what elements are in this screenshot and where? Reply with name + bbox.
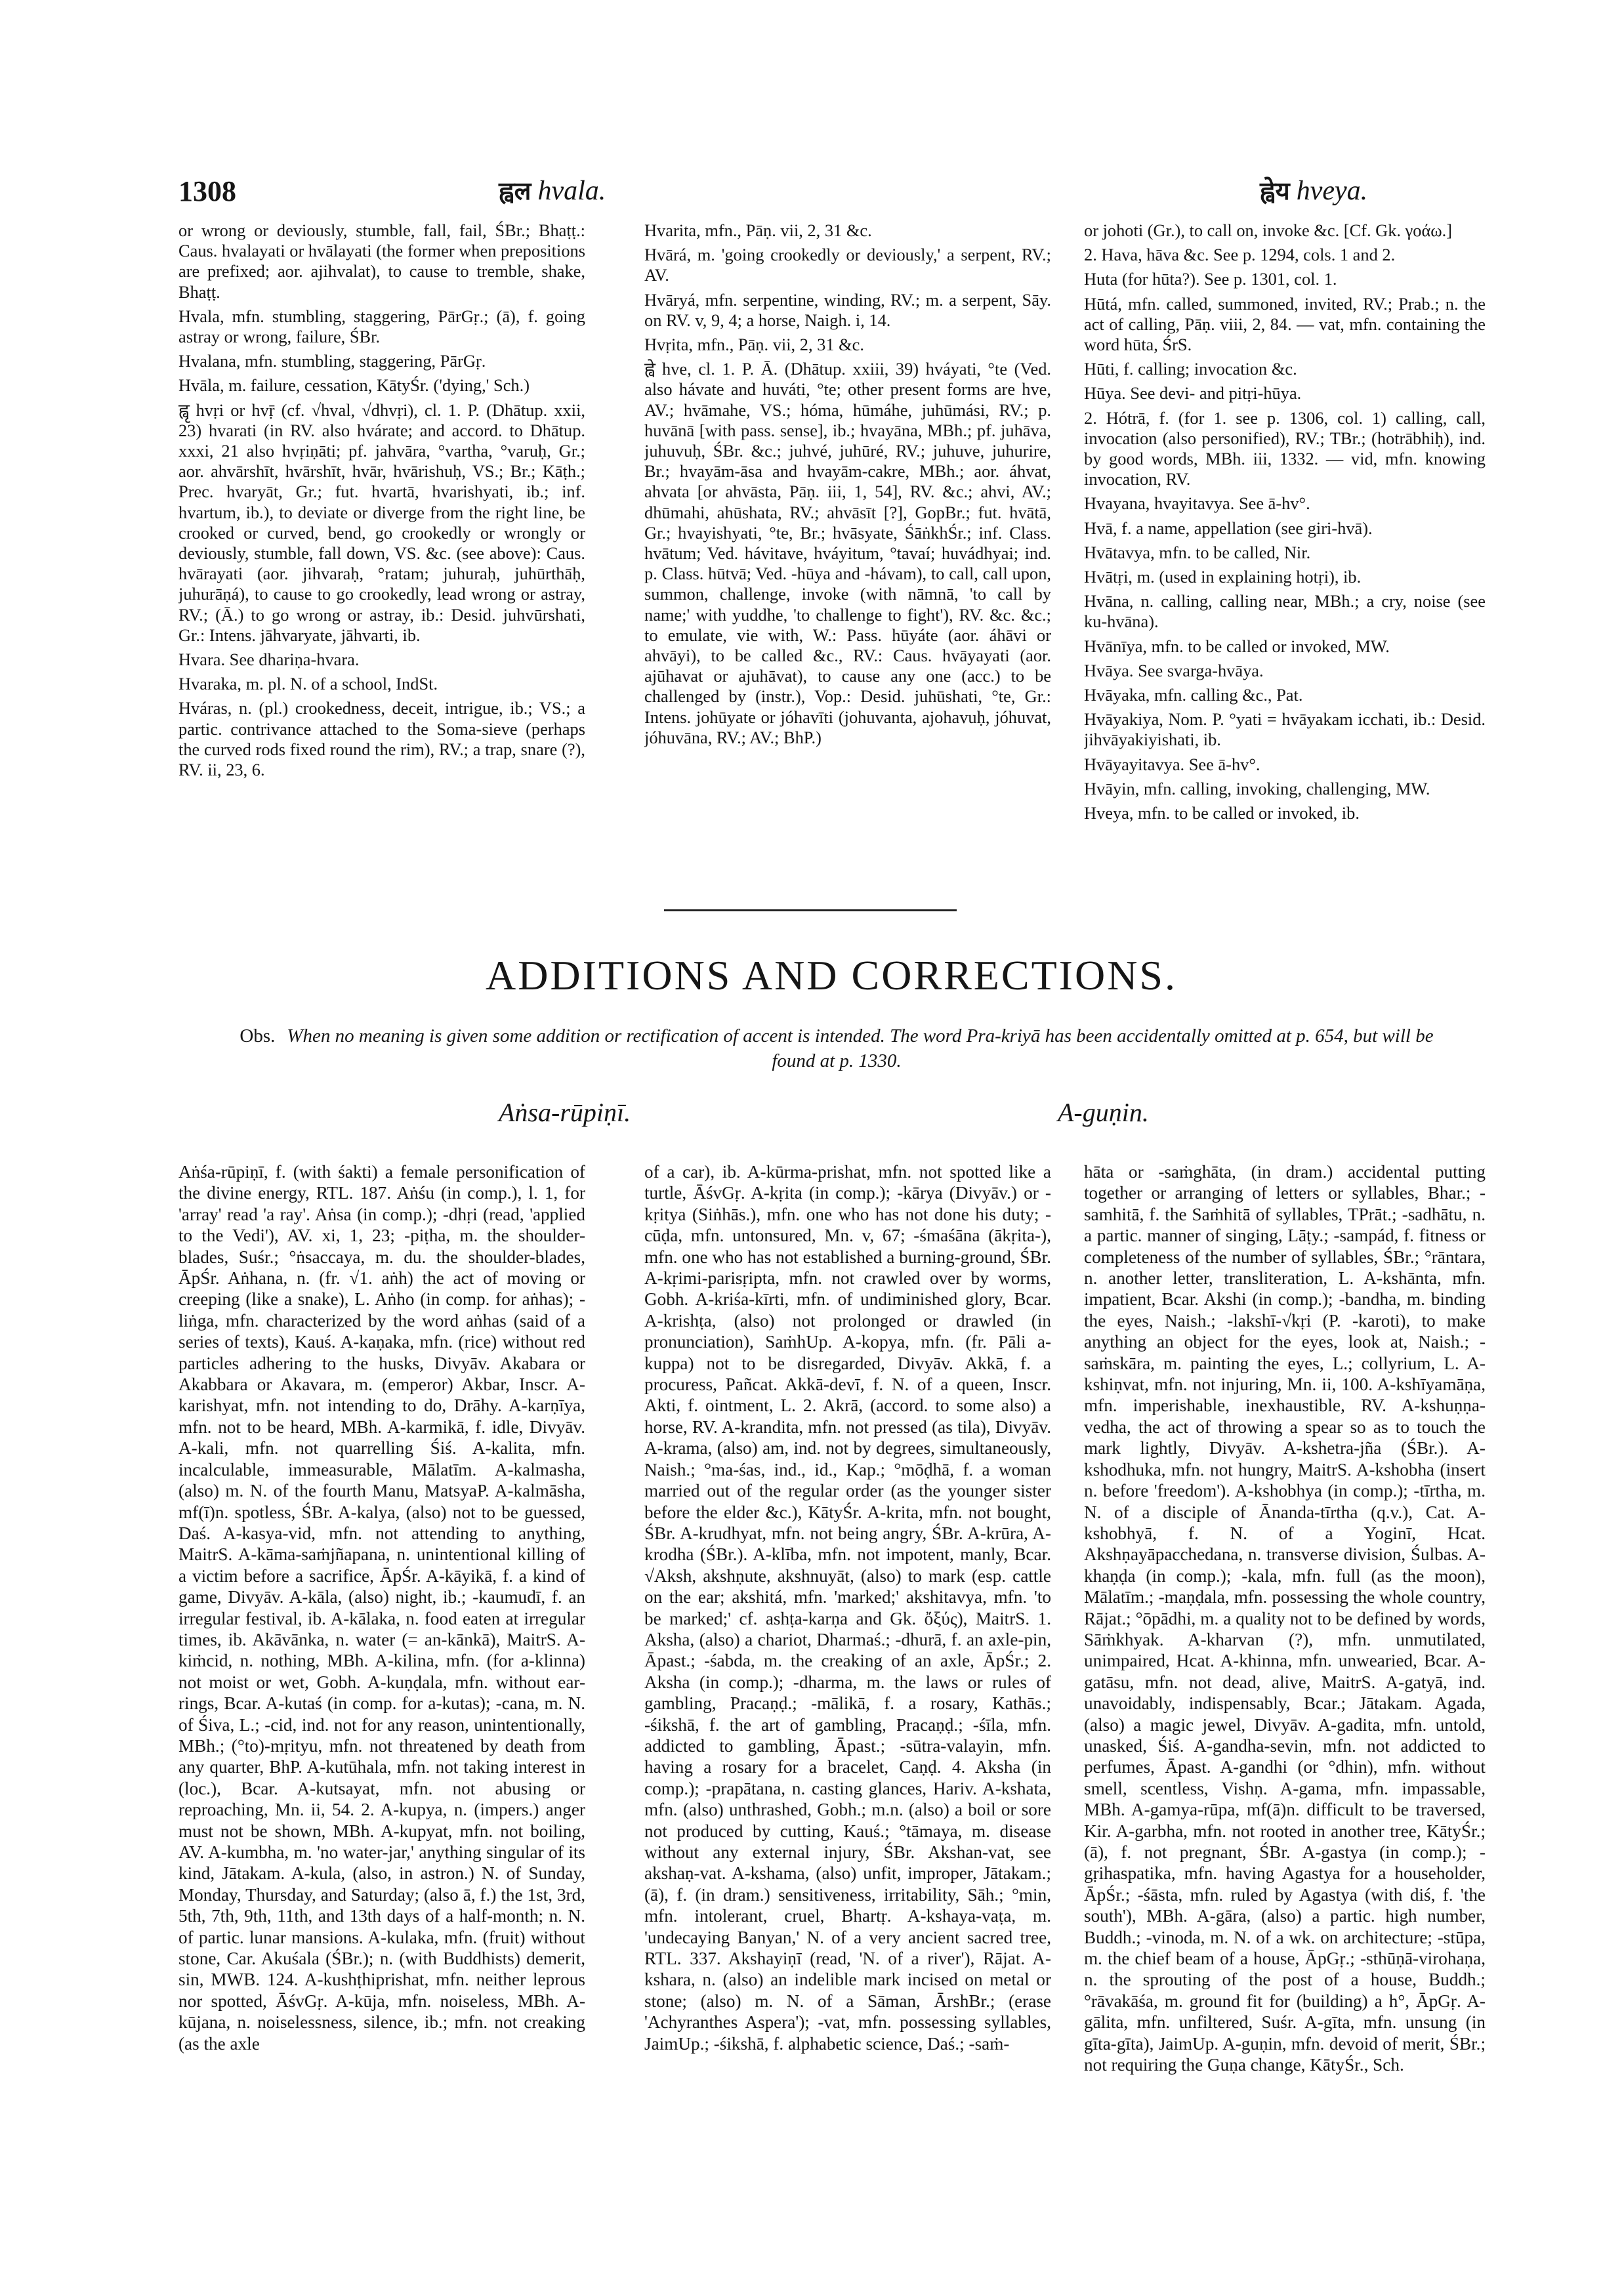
top-column-3	[1084, 220, 1486, 854]
additions-text: hāta or -saṁghāta, (in dram.) accidental putting together or arranging of letters or syllables, Bhar.; -samhitā, f. the Saṁhitā of syllables, TPrāt.; -sadhātu, n. a partic. manner of singing, Lāṭy.; -sampád, f. fitness or completeness of the number of syllables, ŚBr.; °rāntara, n. another letter, transliteration, L. A-kshānta, mfn. impatient, Bcar. Akshi (in comp.); -bandha, m. binding the eyes, Naish.; -lakshī-√kṛi (P. -karoti), to make anything an object for the eyes, look at, Naish.; -saṁskāra, m. painting the eyes, L.; collyrium, L. A-kshiṇvat, mfn. not injuring, Mn. ii, 100. A-kshīyamāṇa, mfn. imperishable, inexhaustible, RV. A-kshuṇṇa-vedha, the act of throwing a spear so as to touch the mark lightly, Divyāv. A-kshetra-jña (ŚBr.). A-kshodhuka, mfn. not hungry, MaitrS. A-kshobha (insert n. before 'freedom'). A-kshobhya (in comp.); -tīrtha, m. N. of a disciple of Ānanda-tīrtha (q.v.), Cat. A-kshobhyā, f. N. of a Yoginī, Hcat. Akshṇayāpacchedana, n. transverse division, Śulbas. A-khaṇḍa (in comp.); -kala, mfn. full (as the moon), Mālatīm.; -maṇḍala, mfn. possessing the whole country, Rājat.; °ōpādhi, m. a quality not to be defined by words, Sāṁkhyak. A-kharvan (?), mfn. unmutilated, unimpaired, Hcat. A-khinna, mfn. unwearied, Bcar. A-gatāsu, mfn. not dead, alive, MaitrS. A-gatyā, ind. unavoidably, indispensably, Bcar.; Jātakam. Agada, (also) a magic jewel, Divyāv. A-gadita, mfn. untold, unasked, Śiś. A-gandha-sevin, mfn. not addicted to perfumes, Āpast. A-gandhi (or °dhin), mfn. without smell, scentless, Vishṇ. A-gama, mfn. impassable, MBh. A-gamya-rūpa, mf(ā)n. difficult to be traversed, Kir. A-garbha, mfn. not rooted in another tree, KātyŚr.; (ā), f. not pregnant, ŚBr. A-gastya (in comp.); -gṛihaspatika, mfn. having Agastya for a householder, ĀpŚr.; -śāsta, mfn. ruled by Agastya (with diś, f. 'the south'), MBh. A-gāra, (also) a partic. high number, Buddh.; -vinoda, m. N. of a wk. on architecture; -stūpa, m. the chief beam of a house, ĀpGṛ.; -sthūṇā-virohaṇa, n. the sprouting of the post of a house, Buddh.; °rāvakāśa, m. ground fit for (building) a h°, ĀpGṛ. A-gālita, mfn. unfiltered, Suśr. A-gīta, mfn. unsung (in gīta-gīta), JaimUp. A-guṇin, mfn. devoid of merit, ŚBr.; not requiring the Guṇa change, KātyŚr., Sch.	[1084, 1162, 1486, 2075]
entry: Hvārá, m. 'going crookedly or deviously,' a serpent, RV.; AV.	[644, 245, 1051, 285]
section-title: ADDITIONS AND CORRECTIONS.	[485, 952, 1178, 999]
entry: or johoti (Gr.), to call on, invoke &c. [Cf. Gk. γοάω.]	[1084, 220, 1453, 240]
range-start: Aṅsa-rūpiṇī.	[499, 1098, 631, 1127]
additions-column-3	[1084, 1161, 1486, 2178]
range-end: A-guṇin.	[1058, 1098, 1149, 1127]
devanagari-head-left: ह्वल	[499, 176, 531, 205]
entry: Hvāyin, mfn. calling, invoking, challenging, MW.	[1084, 778, 1430, 798]
entry: Hvṛita, mfn., Pāṇ. vii, 2, 31 &c.	[644, 335, 864, 355]
entry: or wrong or deviously, stumble, fall, fail, ŚBr.; Bhaṭṭ.: Caus. hvalayati or hvālayati (the former when prepositions are prefixed; aor. ajihvalat), to cause to tremble, shake, Bhaṭṭ.	[178, 220, 585, 302]
entry: Hvāyakiya, Nom. P. °yati = hvāyakam icchati, ib.: Desid. jihvāyakiyishati, ib.	[1084, 709, 1486, 750]
running-head-right	[1260, 173, 1367, 207]
additions-column-2	[644, 1161, 1051, 2178]
entry: Hvānīya, mfn. to be called or invoked, MW.	[1084, 636, 1390, 656]
entry: Hvarita, mfn., Pāṇ. vii, 2, 31 &c.	[644, 220, 872, 240]
entry: Hūya. See devi- and pitṛi-hūya.	[1084, 383, 1302, 403]
entry: Hvāla, m. failure, cessation, KātyŚr. ('dying,' Sch.)	[178, 375, 530, 396]
entry: 2. Hava, hāva &c. See p. 1294, cols. 1 and 2.	[1084, 245, 1396, 265]
entry: Hvayana, hvayitavya. See ā-hv°.	[1084, 493, 1310, 514]
entry: Hváras, n. (pl.) crookedness, deceit, intrigue, ib.; VS.; a partic. contrivance attached to the Soma-sieve (perhaps the curved rods fixed round the rim), RV.; a trap, snare (?), RV. ii, 23, 6.	[178, 698, 585, 780]
entry: Hvala, mfn. stumbling, staggering, PārGṛ.; (ā), f. going astray or wrong, failure, ŚBr.	[178, 306, 585, 347]
entry: Hvāya. See svarga-hvāya.	[1084, 660, 1264, 680]
top-column-1	[178, 220, 585, 854]
additions-text: Aṅśa-rūpiṇī, f. (with śakti) a female personification of the divine energy, RTL. 187. Aṅśu (in comp.), l. 1, for 'array' read 'a ray'. Aṅsa (in comp.); -dhṛi (read, 'applied to the Vedi'), AV. xi, 1, 23; -piṭha, m. the shoulder-blades, Suśr.; °ṅsaccaya, m. du. the shoulder-blades, ĀpŚr. Aṅhana, n. (fr. √1. aṅh) the act of moving or creeping (like a snake), L. Aṅho (in comp. for aṅhas); -liṅga, mfn. characterized by the word aṅhas (said of a series of texts), Kauś. A-kaṇaka, mfn. (rice) without red particles adhering to the husks, Divyāv. Akabara or Akabbara or Akavara, m. (emperor) Akbar, Inscr. A-karishyat, mfn. not intending to do, Drāhy. A-karṇīya, mfn. not to be heard, MBh. A-karmikā, f. idle, Divyāv. A-kali, mfn. not quarrelling Śiś. A-kalita, mfn. incalculable, immeasurable, Mālatīm. A-kalmasha, (also) m. N. of the fourth Manu, MatsyaP. A-kalmāsha, mf(ī)n. spotless, ŚBr. A-kalya, (also) not to be guessed, Daś. A-kasya-vid, mfn. not attending to anything, MaitrS. A-kāma-saṁjñapana, n. unintentional killing of a victim before a sacrifice, ĀpŚr. A-kāyikā, f. a kind of game, Divyāv. A-kāla, (also) night, ib.; -kaumudī, f. an irregular festival, ib. A-kālaka, n. food eaten at irregular times, ib. Akāvānka, n. water (= an-kānkā), MaitrS. A-kiṁcid, n. nothing, MBh. A-kilina, mfn. (for a-klinna) not moist or wet, Gobh. A-kuṇḍala, mfn. without ear-rings, Bcar. A-kutaś (in comp. for a-kutas); -cana, m. N. of Śiva, L.; -cid, ind. not for any reason, unintentionally, MBh.; (°to)-mṛityu, mfn. not threatened by death from any quarter, BhP. A-kutūhala, mfn. not taking interest in (loc.), Bcar. A-kutsayat, mfn. not abusing or reproaching, Mn. ii, 54. 2. A-kupya, n. (impers.) anger must not be shown, MBh. A-kupyat, mfn. not boiling, AV. A-kumbha, m. 'no water-jar,' anything singular of its kind, Jātakam. A-kula, (also, in astron.) N. of Sunday, Monday, Thursday, and Saturday; (also ā, f.) the 1st, 3rd, 5th, 7th, 9th, 11th, and 13th days of a half-month; n. N. of partic. lunar mansions. A-kulaka, mfn. (fruit) without stone, Car. Akuśala (ŚBr.); n. (with Buddhists) demerit, sin, MWB. 124. A-kushṭhiprishat, mfn. neither leprous nor spotted, ĀśvGṛ. A-kūja, mfn. noiseless, MBh. A-kūjana, n. noiselessness, silence, ib.; mfn. not creaking (as the axle	[178, 1162, 585, 2054]
entry: Hveya, mfn. to be called or invoked, ib.	[1084, 803, 1360, 823]
entry: Hvātavya, mfn. to be called, Nir.	[1084, 542, 1311, 562]
obs-note	[236, 1023, 1437, 1073]
entry: Hvāna, n. calling, calling near, MBh.; a cry, noise (see ku-hvāna).	[1084, 591, 1486, 632]
entry: 2. Hótrā, f. (for 1. see p. 1306, col. 1) calling, call, invocation (also personified), RV.; TBr.; (hotrābhiḥ), ind. by good words, MBh. iii, 1332. — vid, mfn. knowing invocation, RV.	[1084, 407, 1486, 489]
entry: Hvāryá, mfn. serpentine, winding, RV.; m. a serpent, Sāy. on RV. v, 9, 4; a horse, Naigh. i, 14.	[644, 289, 1051, 330]
obs-label: Obs.	[239, 1025, 276, 1046]
running-head-left	[499, 173, 606, 207]
section-divider	[664, 909, 957, 911]
entry: Hvāyaka, mfn. calling &c., Pat.	[1084, 685, 1303, 705]
additions-column-1	[178, 1161, 585, 2178]
top-column-2	[644, 220, 1051, 854]
entry: Hvalana, mfn. stumbling, staggering, PārGṛ.	[178, 351, 486, 371]
entry: Hūtá, mfn. called, summoned, invited, RV.; Prab.; n. the act of calling, Pāṇ. viii, 2, 84. — vat, mfn. containing the word hūta, ŚrS.	[1084, 293, 1486, 355]
entry: Huta (for hūta?). See p. 1301, col. 1.	[1084, 269, 1337, 289]
page-number: 1308	[178, 175, 236, 207]
entry: Hvātṛi, m. (used in explaining hotṛi), ib.	[1084, 567, 1362, 587]
additions-text: of a car), ib. A-kūrma-prishat, mfn. not spotted like a turtle, ĀśvGṛ. A-kṛita (in comp.); -kārya (Divyāv.) or -kṛitya (Siṅhās.), mfn. one who has not done his duty; -cūḍa, mfn. untonsured, Mn. v, 67; -śmaśāna (ākṛita-), mfn. one who has not established a burning-ground, ŚBr. A-kṛimi-parisṛipta, mfn. not crawled over by worms, Gobh. A-kriśa-kīrti, mfn. of undiminished glory, Bcar. A-krishṭa, (also) not prolonged or drawled (in pronunciation), SaṁhUp. A-kopya, mfn. (fr. Pāli a-kuppa) not to be disregarded, Divyāv. Akkā, f. a procuress, Pañcat. Akkā-devī, f. N. of a queen, Inscr. Akti, f. ointment, L. 2. Akrā, (accord. to some also) a horse, RV. A-krandita, mfn. not pressed (as tila), Divyāv. A-krama, (also) am, ind. not by degrees, simultaneously, Naish.; °ma-śas, ind., id., Kap.; °mōḍhā, f. a woman married out of the regular order (as the younger sister before the elder &c.), KātyŚr. A-krita, mfn. not bought, ŚBr. A-krudhyat, mfn. not being angry, ŚBr. A-krūra, A-krodha (ŚBr.). A-klība, mfn. not impotent, manly, Bcar. √Aksh, akshṇute, akshnuyāt, (also) to mark (esp. cattle on the ear; akshitá, mfn. 'marked;' akshitavya, mfn. 'to be marked;' cf. ashṭa-karṇa and Gk. ὄξύς), MaitrS. 1. Aksha, (also) a chariot, Dharmaś.; -dhurā, f. an axle-pin, Āpast.; -śabda, m. the creaking of an axle, ĀpŚr.; 2. Aksha (in comp.); -dharma, m. the laws or rules of gambling, Pracaṇḍ.; -mālikā, f. a rosary, Kathās.; -śikshā, f. the art of gambling, Pracaṇḍ.; -śīla, mfn. addicted to gambling, Āpast.; -sūtra-valayin, mfn. having a rosary for a bracelet, Caṇḍ. 4. Aksha (in comp.); -prapātana, n. casting glances, Hariv. A-kshata, mfn. (also) unthrashed, Gobh.; m.n. (also) a boil or sore not produced by cutting, Kauś.; °tāmaya, m. disease without any external injury, ŚBr. Akshan-vat, see akshaṇ-vat. A-kshama, (also) unfit, improper, Jātakam.; (ā), f. (in dram.) sensitiveness, irritability, Sāh.; °min, mfn. intolerant, cruel, Bhartṛ. A-kshaya-vaṭa, m. 'undecaying Banyan,' N. of a very ancient sacred tree, RTL. 337. Akshayiṇī (read, 'N. of a river'), Rājat. A-kshara, n. (also) an indelible mark incised on metal or stone; (also) m. N. of a Sāman, ĀrshBr.; (erase 'Achyranthes Aspera'); -vat, mfn. possessing syllables, JaimUp.; -śikshā, f. alphabetic science, Daś.; -saṁ-	[644, 1162, 1051, 2054]
entry: Hvaraka, m. pl. N. of a school, IndSt.	[178, 674, 438, 694]
headword-right: hveya.	[1296, 176, 1368, 206]
entry: Hvara. See dhariṇa-hvara.	[178, 650, 360, 670]
entry: ह्वे hve, cl. 1. P. Ā. (Dhātup. xxiii, 39) hváyati, °te (Ved. also hávate and huváti, °te; other present forms are hve, AV.; hvāmahe, VS.; hóma, hūmáhe, juhūmási, RV.; p. huvānā [with pass. sense], ib.; hvayāna, MBh.; pf. juhāva, juhuvuḥ, ŚBr. &c.; juhvé, juhūré, RV.; juhuve, juhurire, Br.; hvayām-āsa and hvayām-cakre, MBh.; aor. áhvat, ahvata [or ahvāsta, Pāṇ. iii, 1, 54], RV. &c.; ahvi, AV.; dhūmahi, ahūshata, RV.; ahvāsīt [?], GopBr.; fut. hvātā, Gr.; hvayishyati, °te, Br.; hvāsyate, ŚāṅkhŚr.; inf. Class. hvātum; Ved. hávitave, hváyitum, °tavaí; huvádhyai; ind. p. Class. hūtvā; Ved. -hūya and -hávam), to call, call upon, summon, challenge, invoke (with nāmnā, 'to call by name;' with yuddhe, 'to challenge to fight'), RV. &c. &c.; to emulate, vie with, W.: Pass. hūyáte (aor. áhāvi or ahvāyi), to be called &c., RV.: Caus. hvāyayati (aor. ajūhavat or ajuhāvat), to cause any one (acc.) to be challenged by (instr.), Vop.: Desid. juhūshati, °te, Gr.: Intens. johūyate or jóhavīti (johuvanta, ajohavuḥ, jóhuvat, jóhuvāna, RV.; AV.; BhP.)	[644, 359, 1051, 747]
entry: Hūti, f. calling; invocation &c.	[1084, 359, 1297, 379]
headword-left: hvala.	[537, 176, 606, 206]
obs-text: When no meaning is given some addition or rectification of accent is intended. The word Pra-kriyā has been accidentally omitted at p. 654, but will be found at p. 1330.	[287, 1025, 1434, 1071]
devanagari-head-right: ह्वेय	[1260, 176, 1290, 205]
entry: Hvāyayitavya. See ā-hv°.	[1084, 754, 1260, 774]
entry: Hvā, f. a name, appellation (see giri-hvā).	[1084, 518, 1373, 538]
entry: ह्वृ hvṛi or hvṝ (cf. √hval, √dhvṛi), cl. 1. P. (Dhātup. xxii, 23) hvarati (in RV. also hvárate; and accord. to Dhātup. xxxi, 21 also hvṛiṇāti; pf. jahvāra, °vartha, °varuḥ, Gr.; aor. ahvārshīt, hvārshīt, hvār, hvārishuḥ, VS.; Br.; Kāṭh.; Prec. hvaryāt, Gr.; fut. hvartā, hvarishyati, ib.; inf. hvartum, ib.), to deviate or diverge from the right line, be crooked or curved, bend, go crookedly or wrongly or deviously, stumble, fall down, VS. &c. (see above): Caus. hvārayati (aor. jihvaraḥ, °ratam; juhuraḥ, juhūrthāḥ, juhurāṇá), to cause to go crookedly, lead wrong or astray, RV.; (Ā.) to go wrong or astray, ib.: Desid. juhvūrshati, Gr.: Intens. jāhvaryate, jāhvarti, ib.	[178, 400, 585, 645]
